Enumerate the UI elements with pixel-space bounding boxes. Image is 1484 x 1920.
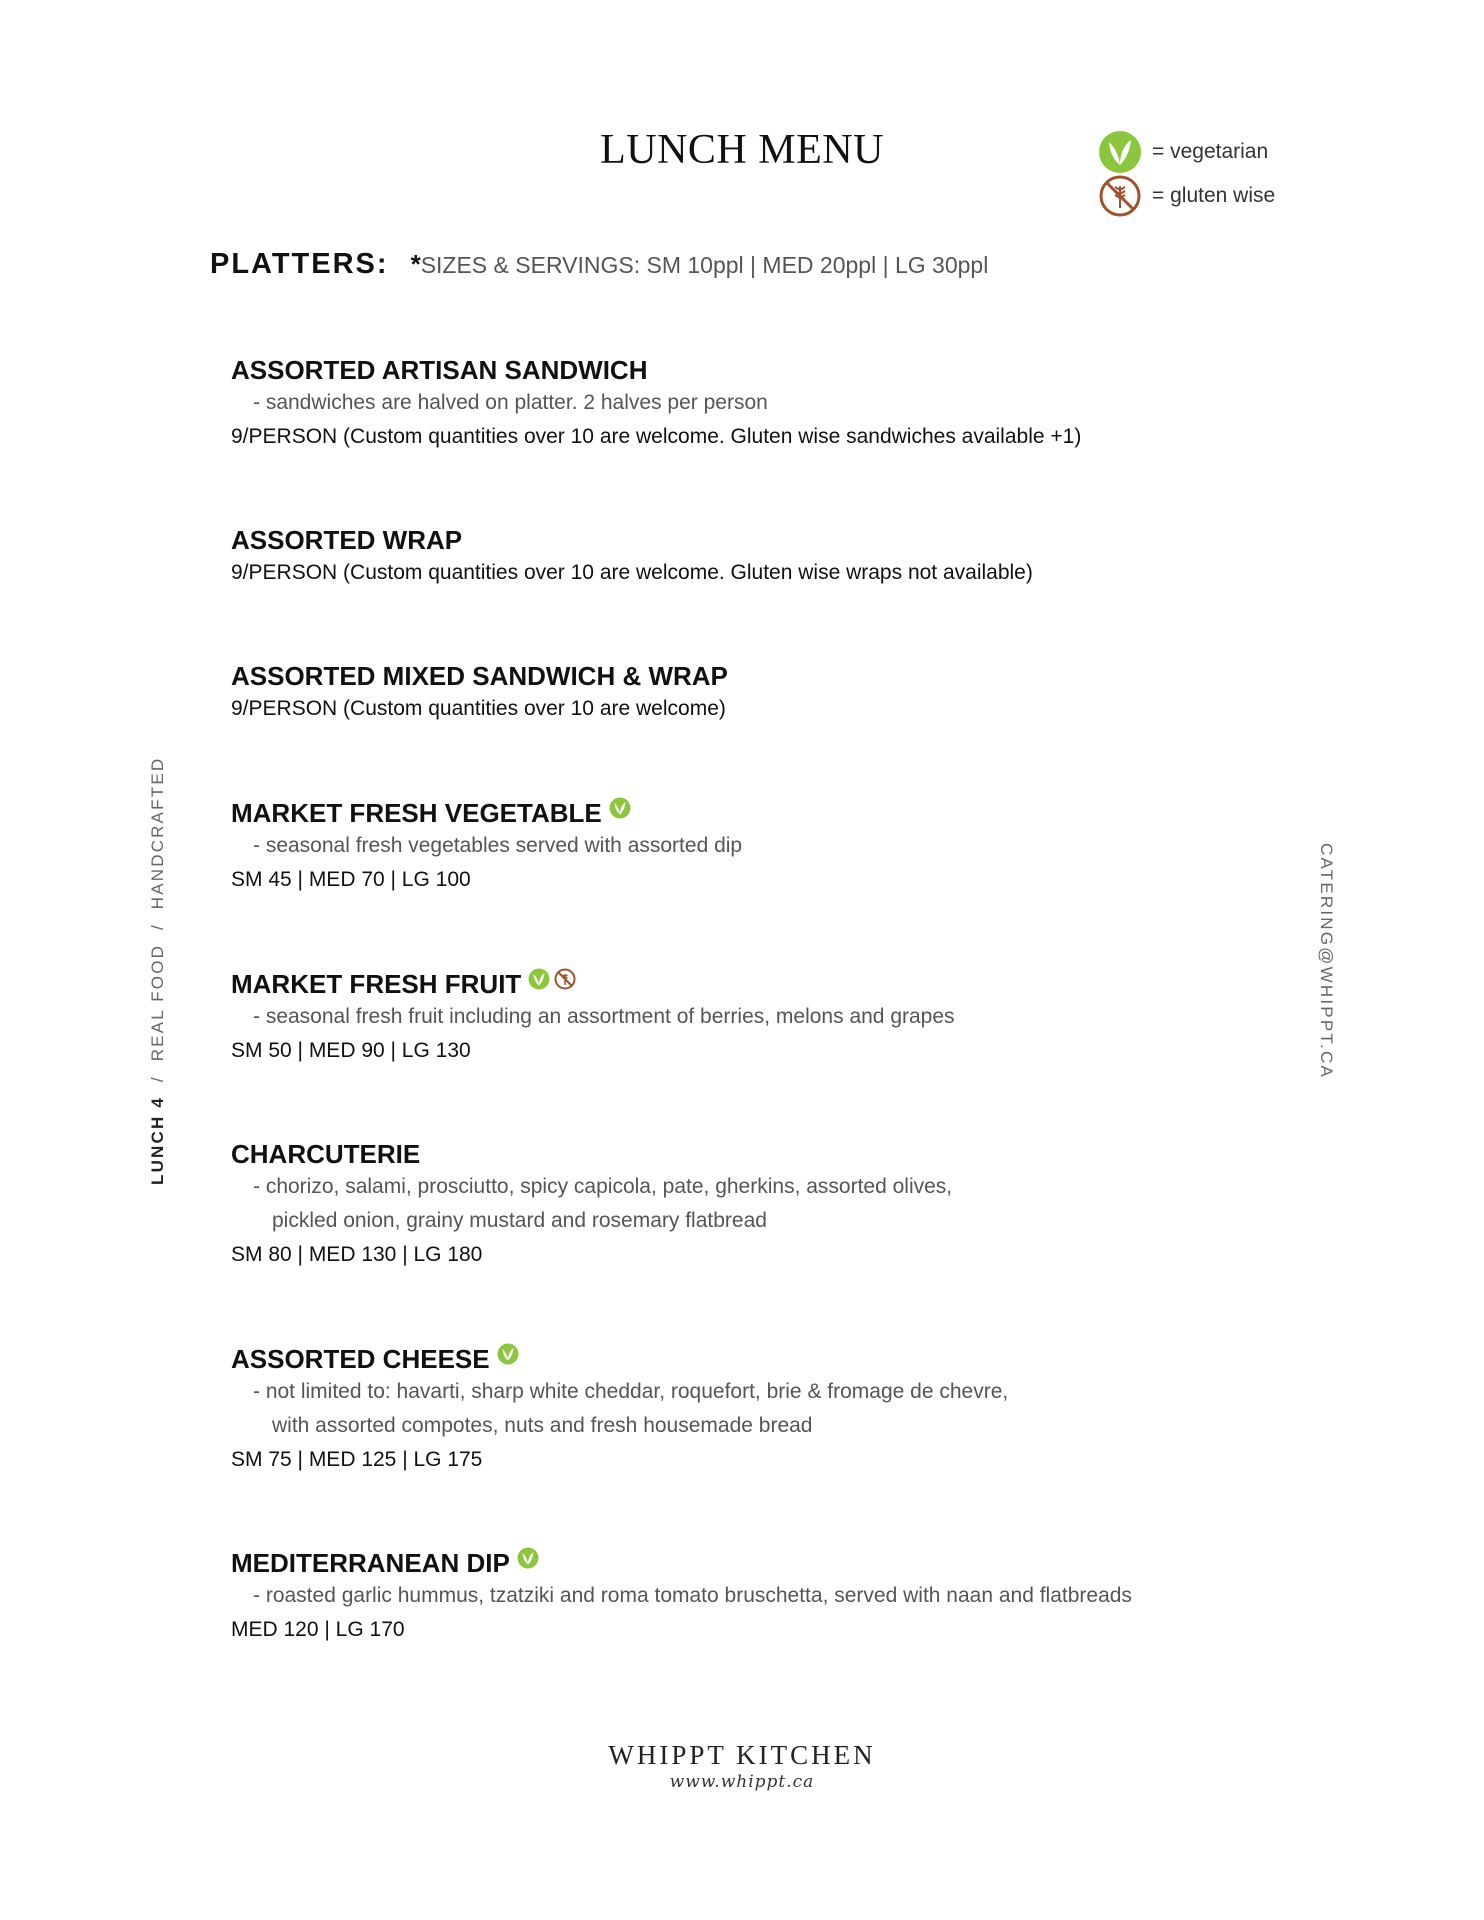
platters-header — [210, 248, 988, 281]
item-price: SM 75 | MED 125 | LG 175 — [231, 1448, 483, 1471]
item-name: CHARCUTERIE — [231, 1139, 421, 1169]
item-badges — [517, 1547, 543, 1569]
menu-item-mediterranean-dip — [231, 1543, 1132, 1647]
menu-item-cheese — [231, 1339, 1008, 1477]
item-name: MARKET FRESH VEGETABLE — [231, 798, 602, 828]
menu-item-wrap — [231, 520, 1033, 590]
item-price: SM 45 | MED 70 | LG 100 — [231, 868, 471, 891]
item-description: - sandwiches are halved on platter. 2 halves per person — [253, 391, 768, 414]
item-name: MARKET FRESH FRUIT — [231, 969, 522, 999]
item-name-row — [231, 1339, 1008, 1375]
vegetarian-leaf-icon — [1098, 130, 1142, 174]
item-description-continued: pickled onion, grainy mustard and rosemary flatbread — [272, 1209, 767, 1232]
item-badges — [528, 968, 580, 990]
item-name-row — [231, 1543, 1132, 1579]
menu-item-mixed-sandwich-wrap — [231, 656, 728, 726]
vegetarian-leaf-icon — [517, 1547, 539, 1569]
legend-vegetarian — [1098, 130, 1275, 174]
platters-heading: PLATTERS: — [210, 248, 389, 280]
item-name: MEDITERRANEAN DIP — [231, 1548, 510, 1578]
item-description: - roasted garlic hummus, tzatziki and roma tomato bruschetta, served with naan and flatbreads — [253, 1584, 1132, 1607]
platters-star: * — [410, 249, 421, 279]
side-tagline — [148, 757, 168, 1185]
side-tagline-rest: / REAL FOOD / HANDCRAFTED — [148, 756, 167, 1096]
legend-gluten-wise-text: = gluten wise — [1152, 184, 1276, 207]
item-badges — [497, 1343, 523, 1365]
item-price: SM 50 | MED 90 | LG 130 — [231, 1039, 471, 1062]
legend-gluten-wise — [1098, 174, 1275, 218]
menu-item-fresh-fruit — [231, 964, 955, 1068]
item-name: ASSORTED ARTISAN SANDWICH — [231, 355, 648, 385]
item-description-continued: with assorted compotes, nuts and fresh housemade bread — [272, 1414, 813, 1437]
platters-sizes-text: SIZES & SERVINGS: SM 10ppl | MED 20ppl | LG 30ppl — [420, 252, 989, 278]
menu-item-fresh-vegetable — [231, 793, 742, 897]
item-name: ASSORTED WRAP — [231, 525, 463, 555]
item-price: 9/PERSON (Custom quantities over 10 are welcome. Gluten wise sandwiches available +1) — [231, 425, 1082, 448]
item-description: - seasonal fresh fruit including an assortment of berries, melons and grapes — [253, 1005, 955, 1028]
item-price: MED 120 | LG 170 — [231, 1618, 405, 1641]
platters-sizes — [411, 249, 989, 280]
vegetarian-leaf-icon — [609, 797, 631, 819]
item-name: ASSORTED CHEESE — [231, 1344, 490, 1374]
item-price: SM 80 | MED 130 | LG 180 — [231, 1243, 483, 1266]
footer-url: www.whippt.ca — [669, 1772, 815, 1792]
item-name: ASSORTED MIXED SANDWICH & WRAP — [231, 661, 728, 691]
legend — [1098, 130, 1275, 218]
gluten-wise-icon — [554, 968, 576, 990]
gluten-wise-icon — [1098, 174, 1142, 218]
item-description: - chorizo, salami, prosciutto, spicy capicola, pate, gherkins, assorted olives, — [253, 1175, 953, 1198]
item-price: 9/PERSON (Custom quantities over 10 are welcome) — [231, 697, 726, 720]
menu-item-artisan-sandwich — [231, 350, 1081, 454]
legend-vegetarian-text: = vegetarian — [1152, 140, 1269, 163]
catering-email: CATERING@WHIPPT.CA — [1317, 843, 1336, 1079]
footer-brand: WHIPPT KITCHEN — [608, 1740, 876, 1770]
item-description: - seasonal fresh vegetables served with assorted dip — [253, 834, 743, 857]
side-tagline-strong: LUNCH 4 — [148, 1095, 167, 1185]
vegetarian-leaf-icon — [528, 968, 550, 990]
item-name-row — [231, 964, 955, 1000]
item-name-row — [231, 793, 742, 829]
item-price: 9/PERSON (Custom quantities over 10 are welcome. Gluten wise wraps not available) — [231, 561, 1033, 584]
menu-item-charcuterie — [231, 1134, 952, 1272]
page-title: LUNCH MENU — [600, 127, 884, 173]
vegetarian-leaf-icon — [497, 1343, 519, 1365]
item-description: - not limited to: havarti, sharp white cheddar, roquefort, brie & fromage de chevre, — [253, 1380, 1009, 1403]
item-badges — [609, 797, 635, 819]
